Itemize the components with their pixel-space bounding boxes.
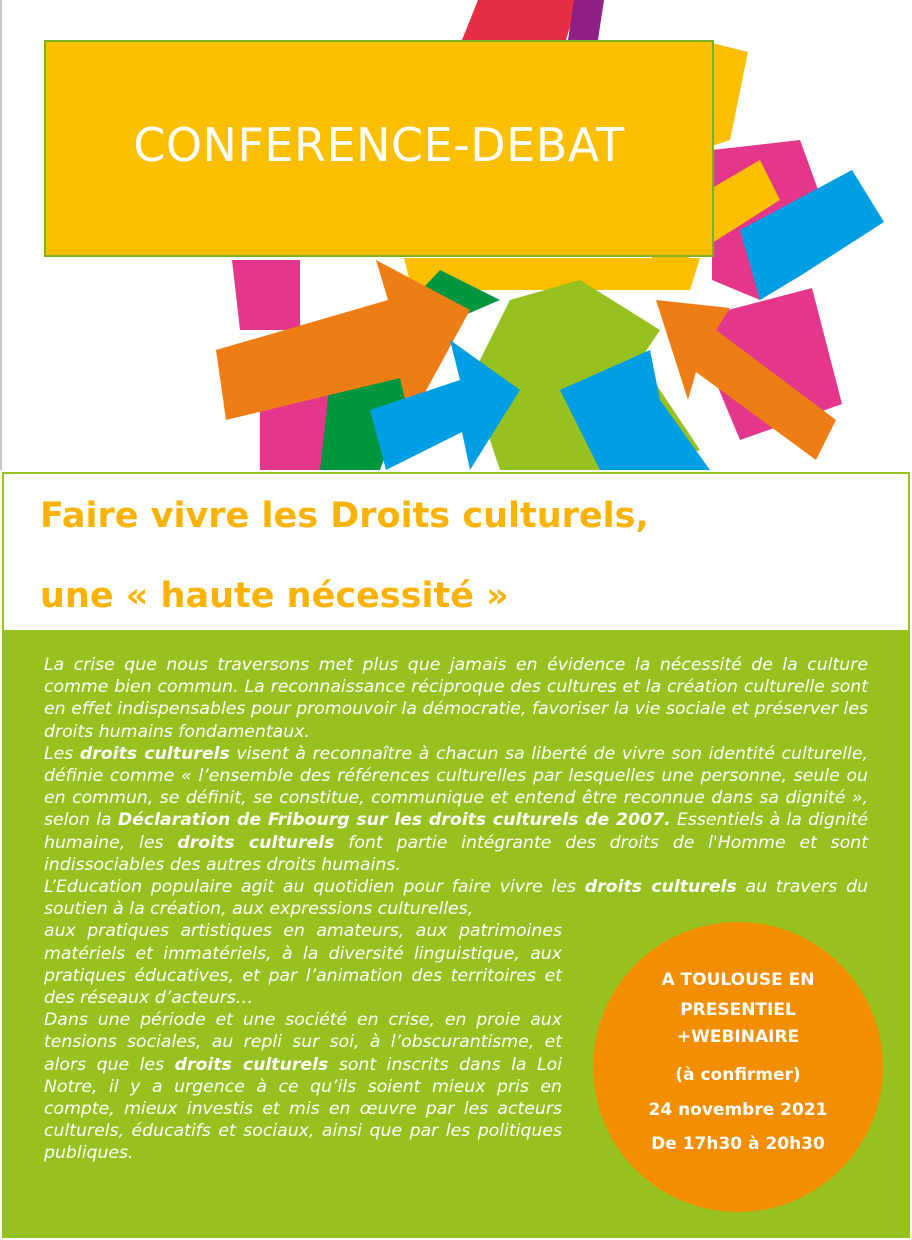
purple-arrow-shape — [568, 0, 604, 40]
title-banner — [44, 40, 714, 257]
emphasis-droits-culturels: droits culturels — [79, 743, 230, 764]
paragraph-intro: La crise que nous traversons met plus que jamais en évidence la nécessité de la culture comme bien commun. La reconnaissance réciproque des cultures et la création culturelle sont en effet indispensables pour promouvoir la démocratie, favoriser la vie sociale et préserver les droits humains fondamentaux. — [44, 655, 868, 742]
emphasis-droits-culturels: droits culturels — [177, 832, 335, 853]
paragraph-text: font partie intégrante des droits de l'Homme et sont indissociables des autres droits humains. — [44, 832, 868, 875]
pink-arrow-shape-3 — [232, 260, 300, 330]
paragraph-text: Dans une période et une société en crise, en proie aux tensions sociales, au repli sur soi, à l’obscurantisme, et alors que les — [44, 1010, 562, 1075]
headline-box — [2, 472, 910, 632]
emphasis-droits-culturels: droits culturels — [174, 1054, 329, 1075]
paragraph-definition — [44, 743, 868, 876]
headline-line-2: une « haute nécessité » — [40, 576, 509, 616]
red-arrow-shape — [462, 0, 578, 40]
event-webinar-line: +WEBINAIRE — [676, 1027, 800, 1047]
paragraph-text: sont inscrits dans la Loi Notre, il y a urgence à ce qu’ils soient mieux pris en compte, mieux investis et mis en œuvre par les acteurs culturels, éducatifs et sociaux, ainsi que par les politiques publiques. — [44, 1054, 562, 1164]
event-confirmation-note: (à confirmer) — [675, 1065, 801, 1085]
paragraph-crisis — [44, 1009, 562, 1164]
event-info-circle — [593, 922, 883, 1212]
event-time: De 17h30 à 20h30 — [651, 1134, 825, 1154]
emphasis-droits-culturels: droits culturels — [584, 877, 737, 898]
paragraph-text: visent à reconnaître à chacun sa liberté de vivre son identité culturelle, définie comme « l’ensemble des références culturelles par lesquelles une personne, seule ou en commun, se définit, se constitue, communique et entend être reconnue dans sa dignité », selon la — [44, 743, 868, 831]
headline-line-1: Faire vivre les Droits culturels, — [40, 496, 649, 536]
paragraph-education-populaire-cont: aux pratiques artistiques en amateurs, aux patrimoines matériels et immatériels, à la diversité linguistique, aux pratiques éducatives, et par l’animation des territoires et des réseaux d’acteurs… — [44, 921, 562, 1009]
event-location-line: A TOULOUSE EN — [661, 970, 815, 990]
emphasis-declaration-fribourg: Déclaration de Fribourg sur les droits culturels de 2007. — [117, 810, 671, 831]
paragraph-text: L’Education populaire agit au quotidien pour faire vivre les — [44, 877, 585, 898]
paragraph-text: Essentiels à la dignité humaine, les — [44, 810, 868, 853]
conference-title: CONFERENCE-DEBAT — [133, 117, 625, 172]
event-format-line: PRESENTIEL — [680, 1000, 796, 1020]
paragraph-text: Les — [44, 743, 80, 764]
event-date: 24 novembre 2021 — [648, 1100, 828, 1120]
paragraph-text: au travers du soutien à la création, aux expressions culturelles, — [44, 877, 869, 920]
paragraph-education-populaire — [44, 876, 868, 920]
